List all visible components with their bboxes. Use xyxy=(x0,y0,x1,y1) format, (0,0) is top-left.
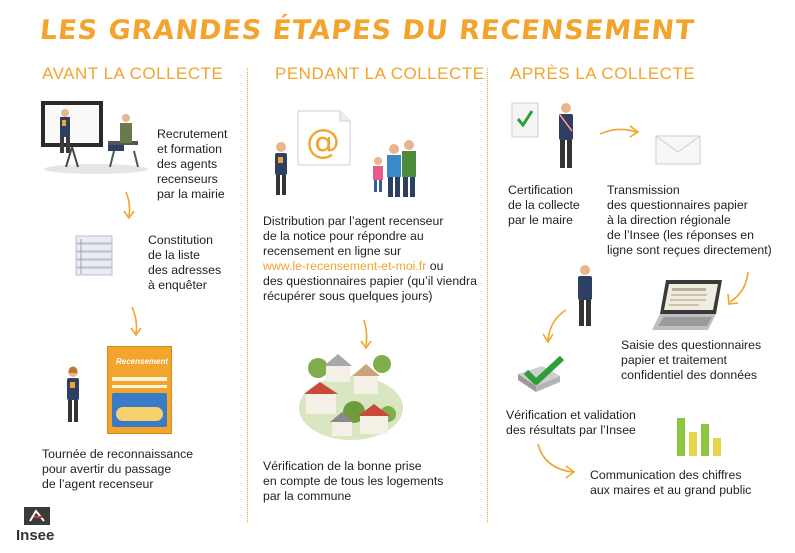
distribution-text-a: Distribution par l’agent recenseur de la notice pour répondre au recensement en ligne sur xyxy=(263,214,444,258)
insee-agent-figure xyxy=(574,264,596,330)
certification-illustration xyxy=(510,97,580,175)
distribution-illustration xyxy=(272,105,422,205)
envelope-icon xyxy=(654,132,702,168)
step-verification-logements: Vérification de la bonne prise en compte de tous les logements par la commune xyxy=(263,459,444,503)
training-illustration xyxy=(38,95,150,175)
column-heading-avant: AVANT LA COLLECTE xyxy=(42,64,224,83)
arrow-right xyxy=(598,122,644,142)
distribution-text-b: ou des questionnaires papier (qu’il viendra récupérer sous quelques jours) xyxy=(263,259,477,303)
laptop-icon xyxy=(652,276,724,336)
step-recrutement: Recrutement et formation des agents recenseurs par la mairie xyxy=(157,127,228,201)
address-list-illustration xyxy=(72,232,116,282)
arrow-down xyxy=(118,190,140,224)
column-separator xyxy=(487,68,488,523)
arrow-down-left xyxy=(724,270,754,310)
arrow-down-right xyxy=(534,440,580,480)
column-separator xyxy=(247,68,248,523)
arrow-down xyxy=(126,305,148,341)
step-communication: Communication des chiffres aux maires et au grand public xyxy=(590,468,752,497)
step-liste: Constitution de la liste des adresses à enquêter xyxy=(148,233,222,292)
step-certification: Certification de la collecte par le maire xyxy=(508,183,580,227)
insee-logo-text: Insee xyxy=(16,527,55,544)
column-heading-pendant: PENDANT LA COLLECTE xyxy=(275,64,485,83)
brochure-title: Recensement xyxy=(116,357,169,366)
houses-illustration xyxy=(296,348,406,444)
page-title: LES GRANDES ÉTAPES DU RECENSEMENT xyxy=(38,15,697,46)
bar-chart-icon xyxy=(675,410,725,458)
step-saisie: Saisie des questionnaires papier et traitement confidentiel des données xyxy=(621,338,762,382)
insee-logo-mark xyxy=(22,505,52,527)
column-heading-apres: APRÈS LA COLLECTE xyxy=(510,64,696,83)
brochure-illustration xyxy=(107,346,172,434)
step-transmission: Transmission des questionnaires papier à la direction régionale de l’Insee (les réponses en ligne sont reçues directement) xyxy=(607,183,772,257)
at-sign-icon: @ xyxy=(306,122,340,162)
step-distribution xyxy=(263,214,477,304)
validation-check-icon xyxy=(512,352,570,394)
arrow-down-left xyxy=(540,306,570,348)
website-link[interactable]: www.le-recensement-et-moi.fr xyxy=(263,259,427,273)
step-tournee: Tournée de reconnaissance pour avertir du passage de l’agent recenseur xyxy=(42,447,194,491)
agent-figure xyxy=(60,365,86,427)
step-validation: Vérification et validation des résultats par l’Insee xyxy=(506,408,636,437)
